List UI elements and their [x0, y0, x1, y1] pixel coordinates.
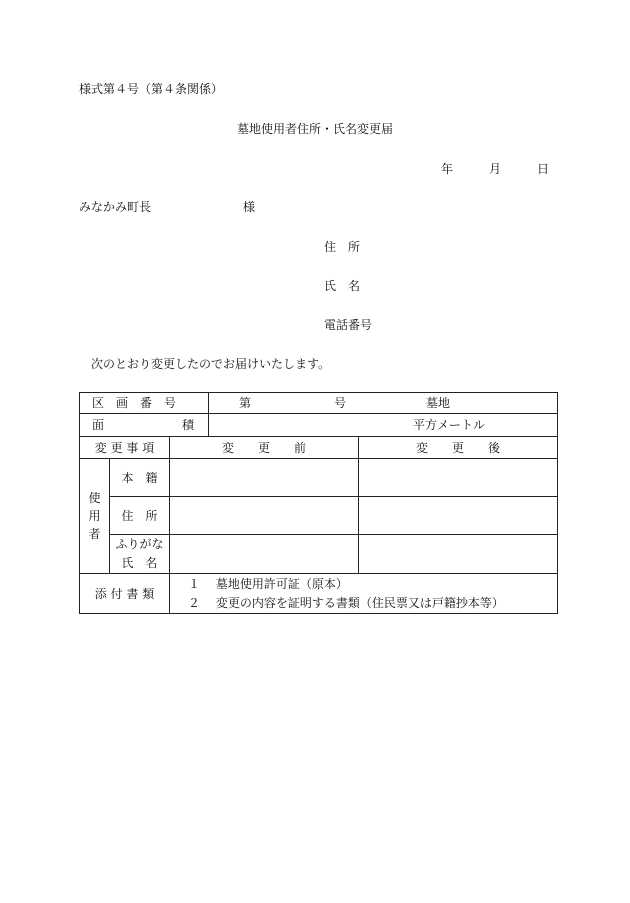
date-month-label: 月 [489, 162, 502, 176]
name-label-cell [110, 535, 170, 574]
applicant-name-label: 氏 名 [324, 279, 361, 293]
honseki-after-cell [359, 459, 558, 497]
plot-row [80, 393, 558, 414]
attachment-2-no: ２ [188, 595, 201, 610]
plot-value-cell [209, 393, 558, 414]
attachment-1-no: １ [188, 576, 201, 591]
date-day-label: 日 [537, 162, 550, 176]
page-title: 墓地使用者住所・氏名変更届 [236, 122, 393, 136]
user-label-3: 者 [88, 527, 101, 541]
addressee-name: みなかみ町長 [79, 200, 152, 214]
address-before-cell [170, 497, 359, 535]
change-form-table [79, 392, 558, 614]
attachment-1-text: 墓地使用許可証（原本） [215, 576, 348, 591]
area-label-a: 面 [92, 418, 105, 432]
user-label-1: 使 [88, 491, 101, 505]
name-label: 氏 名 [121, 556, 158, 570]
area-row [80, 414, 558, 437]
before-header: 変 更 前 [170, 437, 359, 459]
header-row [80, 437, 558, 459]
name-after-cell [359, 535, 558, 574]
honseki-row [80, 459, 558, 497]
area-value-cell [209, 414, 558, 437]
form-number: 様式第４号（第４条関係） [79, 82, 224, 96]
area-label-cell [80, 414, 209, 437]
applicant-phone-label: 電話番号 [324, 318, 373, 332]
name-row [80, 535, 558, 574]
furigana-label: ふりがな [115, 537, 164, 551]
honseki-before-cell [170, 459, 359, 497]
attachments-cell [170, 574, 558, 614]
attachment-item-1 [170, 575, 557, 594]
change-item-header: 変 更 事 項 [80, 437, 170, 459]
attachments-row [80, 574, 558, 614]
applicant-address-label: 住 所 [324, 240, 361, 254]
area-label-b: 積 [182, 418, 195, 432]
addressee-honorific: 様 [243, 200, 256, 214]
address-label: 住 所 [110, 497, 170, 535]
attachment-2-text: 変更の内容を証明する書類（住民票又は戸籍抄本等） [215, 595, 504, 610]
address-row [80, 497, 558, 535]
name-before-cell [170, 535, 359, 574]
attachment-item-2 [170, 594, 557, 613]
user-label-cell [80, 459, 110, 574]
date-year-label: 年 [441, 162, 454, 176]
plot-label: 区 画 番 号 [92, 396, 177, 410]
address-after-cell [359, 497, 558, 535]
after-header: 変 更 後 [359, 437, 558, 459]
plot-prefix: 第 [239, 396, 252, 410]
plot-number-suffix: 号 [334, 396, 347, 410]
area-unit: 平方メートル [413, 418, 486, 432]
plot-label-cell [80, 393, 209, 414]
user-label-2: 用 [88, 509, 101, 523]
intro-text: 次のとおり変更したのでお届けいたします。 [91, 357, 331, 371]
plot-suffix: 墓地 [426, 396, 451, 410]
honseki-label: 本 籍 [110, 459, 170, 497]
attachments-label: 添 付 書 類 [80, 574, 170, 614]
